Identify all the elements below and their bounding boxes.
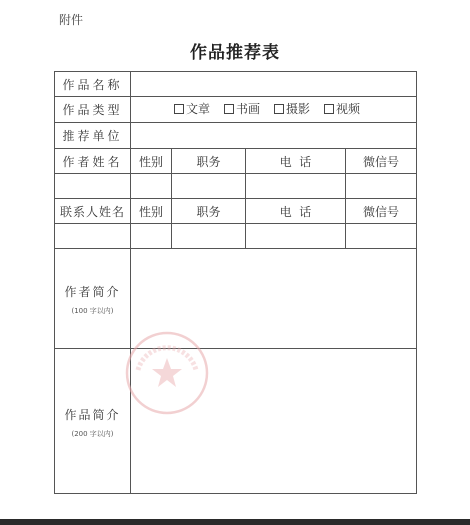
- author-wechat-label: 微信号: [362, 154, 399, 169]
- checkbox-icon[interactable]: [274, 104, 284, 114]
- page-title: 作品推荐表: [190, 43, 280, 63]
- work-name-label: 作品名称: [62, 77, 123, 92]
- type-option-article[interactable]: 文章: [174, 100, 210, 117]
- work-type-label: 作品类型: [62, 103, 123, 117]
- recommending-unit-label: 推荐单位: [62, 129, 123, 143]
- checkbox-icon[interactable]: [174, 104, 184, 114]
- author-phone-label: 电 话: [279, 154, 312, 169]
- contact-gender-label: 性别: [138, 204, 163, 219]
- type-option-video[interactable]: 视频: [324, 100, 360, 117]
- checkbox-icon[interactable]: [324, 104, 334, 114]
- recommending-unit-field[interactable]: [131, 123, 416, 148]
- author-gender-label: 性别: [138, 154, 163, 169]
- work-intro-label: 作品简介 (200 字以内): [55, 406, 130, 439]
- work-name-field[interactable]: [131, 73, 416, 96]
- author-position-label: 职务: [196, 154, 221, 169]
- attachment-label: 附件: [59, 13, 84, 27]
- bottom-bar: [0, 519, 470, 525]
- checkbox-icon[interactable]: [224, 104, 234, 114]
- contact-name-label: 联系人姓名: [59, 204, 125, 219]
- recommendation-form-table: [54, 71, 417, 494]
- author-intro-note: (100 字以内): [71, 307, 114, 315]
- author-name-label: 作者姓名: [62, 154, 123, 169]
- work-type-options: [174, 100, 360, 117]
- contact-wechat-label: 微信号: [362, 204, 399, 219]
- type-option-photography[interactable]: 摄影: [274, 100, 310, 117]
- type-option-painting[interactable]: 书画: [224, 100, 260, 117]
- contact-position-label: 职务: [196, 204, 221, 219]
- official-seal-icon: [124, 330, 210, 416]
- work-intro-note: (200 字以内): [71, 430, 114, 438]
- contact-phone-label: 电 话: [279, 204, 312, 219]
- author-intro-label: 作者简介 (100 字以内): [55, 283, 130, 316]
